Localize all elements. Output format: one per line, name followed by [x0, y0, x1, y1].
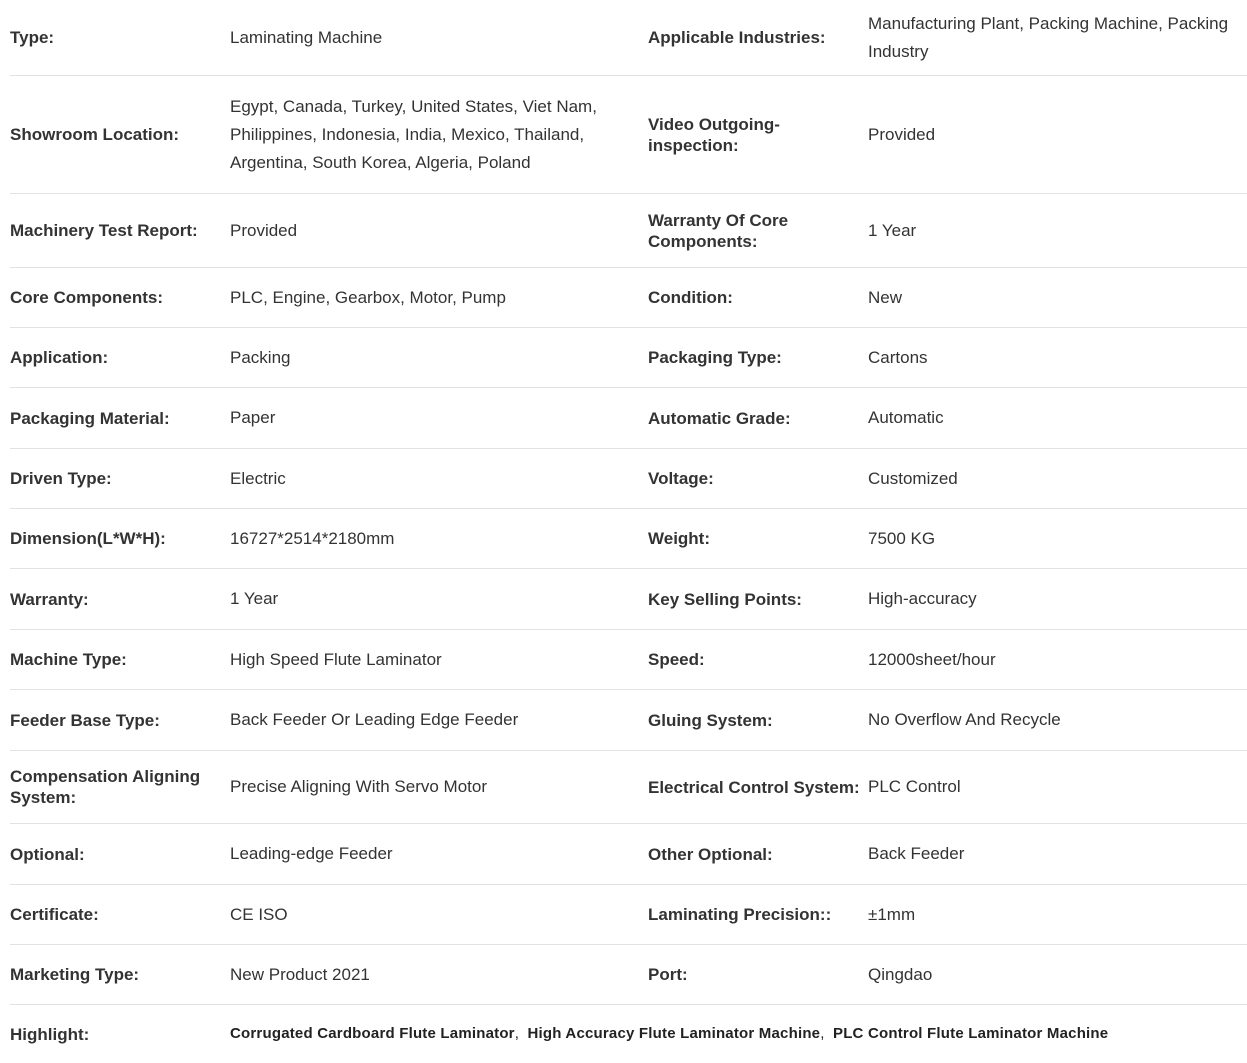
spec-value: Back Feeder [868, 844, 965, 863]
spec-row [10, 388, 1247, 449]
highlight-separator: , [820, 1025, 825, 1042]
spec-value: CE ISO [230, 904, 288, 924]
spec-value: 1 Year [868, 220, 917, 240]
spec-value: Leading-edge Feeder [230, 844, 393, 863]
spec-value: 16727*2514*2180mm [230, 528, 395, 548]
spec-value: New Product 2021 [230, 964, 370, 984]
highlight-link[interactable]: PLC Control Flute Laminator Machine [832, 1025, 1109, 1042]
spec-label: Laminating Precision:: [648, 905, 832, 924]
spec-value: 12000sheet/hour [868, 649, 996, 669]
spec-label: Packaging Type: [648, 348, 782, 367]
highlight-link[interactable]: Corrugated Cardboard Flute Laminator [230, 1025, 515, 1042]
spec-value: Packing [230, 347, 291, 367]
spec-value: ±1mm [868, 904, 916, 924]
spec-label: Packaging Material: [10, 408, 170, 428]
spec-label: Electrical Control System: [648, 777, 860, 797]
spec-value: Precise Aligning With Servo Motor [230, 777, 487, 796]
spec-row [10, 509, 1247, 569]
highlight-link[interactable]: High Accuracy Flute Laminator Machine [527, 1025, 821, 1042]
spec-label: Video Outgoing-inspection: [648, 114, 780, 155]
spec-label: Condition: [648, 288, 733, 307]
spec-value: No Overflow And Recycle [868, 710, 1061, 729]
spec-label: Other Optional: [648, 844, 773, 864]
spec-value: Electric [230, 468, 286, 488]
spec-value: High Speed Flute Laminator [230, 649, 442, 669]
spec-value: Provided [230, 220, 298, 240]
spec-value: Back Feeder Or Leading Edge Feeder [230, 710, 519, 729]
highlight-separator: , [514, 1025, 520, 1042]
spec-label: Warranty: [10, 589, 89, 609]
spec-label: Warranty Of Core Components: [648, 210, 789, 251]
spec-label: Showroom Location: [10, 125, 180, 144]
spec-value: Cartons [868, 347, 928, 367]
spec-value: PLC Control [868, 777, 961, 796]
spec-label: Port: [648, 965, 688, 984]
spec-label: Automatic Grade: [648, 408, 791, 428]
spec-label: Type: [10, 28, 55, 47]
spec-value: New [868, 287, 903, 307]
spec-value: Laminating Machine [230, 27, 383, 47]
spec-row [10, 569, 1247, 630]
spec-label: Application: [10, 348, 109, 367]
spec-label: Optional: [10, 844, 85, 864]
spec-value: High-accuracy [868, 589, 977, 608]
spec-row [10, 630, 1247, 690]
spec-row [10, 885, 1247, 945]
spec-label: Certificate: [10, 905, 99, 924]
spec-label: Machine Type: [10, 650, 127, 669]
spec-row [10, 0, 1247, 76]
spec-label: Gluing System: [648, 710, 773, 730]
spec-label: Applicable Industries: [648, 28, 826, 47]
spec-value: Customized [868, 468, 958, 488]
spec-row [10, 268, 1247, 328]
spec-row [10, 690, 1247, 751]
highlight-row [10, 1005, 1247, 1063]
spec-value: 7500 KG [868, 528, 936, 548]
spec-value: PLC, Engine, Gearbox, Motor, Pump [230, 287, 506, 307]
spec-label: Weight: [648, 529, 711, 548]
spec-label: Machinery Test Report: [10, 221, 198, 240]
spec-row [10, 824, 1247, 885]
highlight-values [230, 1020, 1247, 1048]
spec-value: 1 Year [230, 589, 279, 608]
spec-label: Feeder Base Type: [10, 710, 160, 730]
spec-value: Manufacturing Plant, Packing Machine, Packing Industry [868, 13, 1229, 61]
highlight-label: Highlight: [10, 1024, 90, 1044]
spec-label: Speed: [648, 650, 705, 669]
spec-label: Dimension(L*W*H): [10, 529, 166, 548]
spec-label: Key Selling Points: [648, 589, 802, 609]
spec-row [10, 945, 1247, 1005]
spec-row [10, 194, 1247, 268]
spec-label: Compensation Aligning System: [10, 767, 201, 807]
spec-value: Egypt, Canada, Turkey, United States, Viet Nam, Philippines, Indonesia, India, Mexico, Thailand, Argentina, South Korea, Algeria, Poland [230, 96, 597, 172]
spec-label: Core Components: [10, 288, 163, 307]
spec-value: Qingdao [868, 964, 933, 984]
spec-row [10, 751, 1247, 824]
spec-row [10, 76, 1247, 194]
spec-row [10, 328, 1247, 388]
spec-label: Marketing Type: [10, 965, 140, 984]
spec-label: Voltage: [648, 469, 714, 488]
spec-label: Driven Type: [10, 469, 112, 488]
spec-value: Automatic [868, 408, 944, 427]
spec-value: Paper [230, 408, 276, 427]
spec-table [10, 0, 1247, 1063]
spec-value: Provided [868, 124, 936, 144]
spec-row [10, 449, 1247, 509]
